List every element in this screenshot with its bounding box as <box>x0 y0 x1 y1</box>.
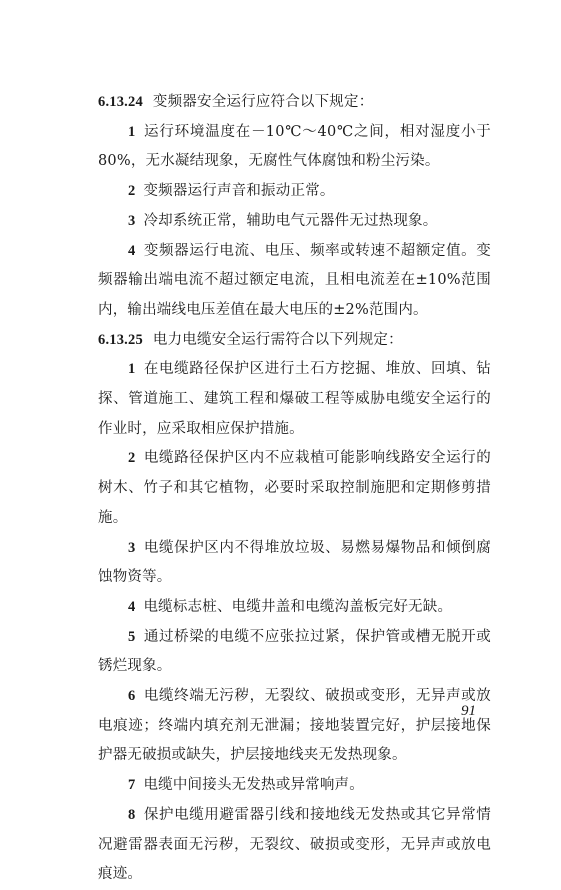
list-item <box>98 355 491 444</box>
item-text: 通过桥梁的电缆不应张拉过紧，保护管或槽无脱开或锈烂现象。 <box>98 628 491 675</box>
item-number: 8 <box>128 806 136 823</box>
item-number: 7 <box>128 777 136 794</box>
item-number: 1 <box>128 123 136 140</box>
clause-title: 电力电缆安全运行需符合以下列规定： <box>152 331 403 348</box>
item-text: 电缆终端无污秽，无裂纹、破损或变形，无异声或放电痕迹；终端内填充剂无泄漏；接地装置完好，护层接地保护器无破损或缺失，护层接地线夹无发热现象。 <box>98 688 491 764</box>
item-number: 6 <box>128 688 136 705</box>
item-number: 3 <box>128 212 136 229</box>
body-text <box>98 88 491 890</box>
list-item <box>98 771 491 801</box>
item-number: 5 <box>128 628 136 645</box>
list-item <box>98 623 491 682</box>
item-text: 电缆中间接头无发热或异常响声。 <box>143 777 364 794</box>
list-item <box>98 177 491 207</box>
page-number: 91 <box>461 703 476 719</box>
item-number: 2 <box>128 183 136 200</box>
item-text: 冷却系统正常，辅助电气元器件无过热现象。 <box>143 212 438 229</box>
list-item <box>98 682 491 771</box>
item-number: 4 <box>128 598 136 615</box>
list-item <box>98 118 491 177</box>
item-number: 4 <box>128 242 136 259</box>
clause-heading <box>98 326 491 356</box>
list-item <box>98 801 491 890</box>
item-text: 变频器运行电流、电压、频率或转速不超额定值。变频器输出端电流不超过额定电流，且相电流差在±10%范围内，输出端线电压差值在最大电压的±2%范围内。 <box>98 242 491 318</box>
item-number: 1 <box>128 361 136 378</box>
item-number: 3 <box>128 539 136 556</box>
item-text: 保护电缆用避雷器引线和接地线无发热或其它异常情况避雷器表面无污秽，无裂纹、破损或变形，无异声或放电痕迹。 <box>98 806 491 883</box>
item-text: 运行环境温度在－10℃～40℃之间，相对湿度小于80%，无水凝结现象，无腐性气体腐蚀和粉尘污染。 <box>98 123 491 170</box>
clause-heading <box>98 88 491 118</box>
item-text: 电缆路径保护区内不应栽植可能影响线路安全运行的树木、竹子和其它植物，必要时采取控制施肥和定期修剪措施。 <box>98 450 491 526</box>
list-item <box>98 534 491 593</box>
list-item <box>98 237 491 326</box>
list-item <box>98 444 491 533</box>
clause-number: 6.13.24 <box>98 94 143 110</box>
item-text: 变频器运行声音和振动正常。 <box>143 183 335 200</box>
clause-number: 6.13.25 <box>98 331 143 348</box>
item-text: 电缆标志桩、电缆井盖和电缆沟盖板完好无缺。 <box>143 598 453 615</box>
item-text: 电缆保护区内不得堆放垃圾、易燃易爆物品和倾倒腐蚀物资等。 <box>98 539 491 586</box>
item-text: 在电缆路径保护区进行土石方挖掘、堆放、回填、钻探、管道施工、建筑工程和爆破工程等威胁电缆安全运行的作业时，应采取相应保护措施。 <box>98 361 491 437</box>
item-number: 2 <box>128 450 136 467</box>
list-item <box>98 207 491 237</box>
list-item <box>98 593 491 623</box>
clause-title: 变频器安全运行应符合以下规定： <box>152 94 374 110</box>
